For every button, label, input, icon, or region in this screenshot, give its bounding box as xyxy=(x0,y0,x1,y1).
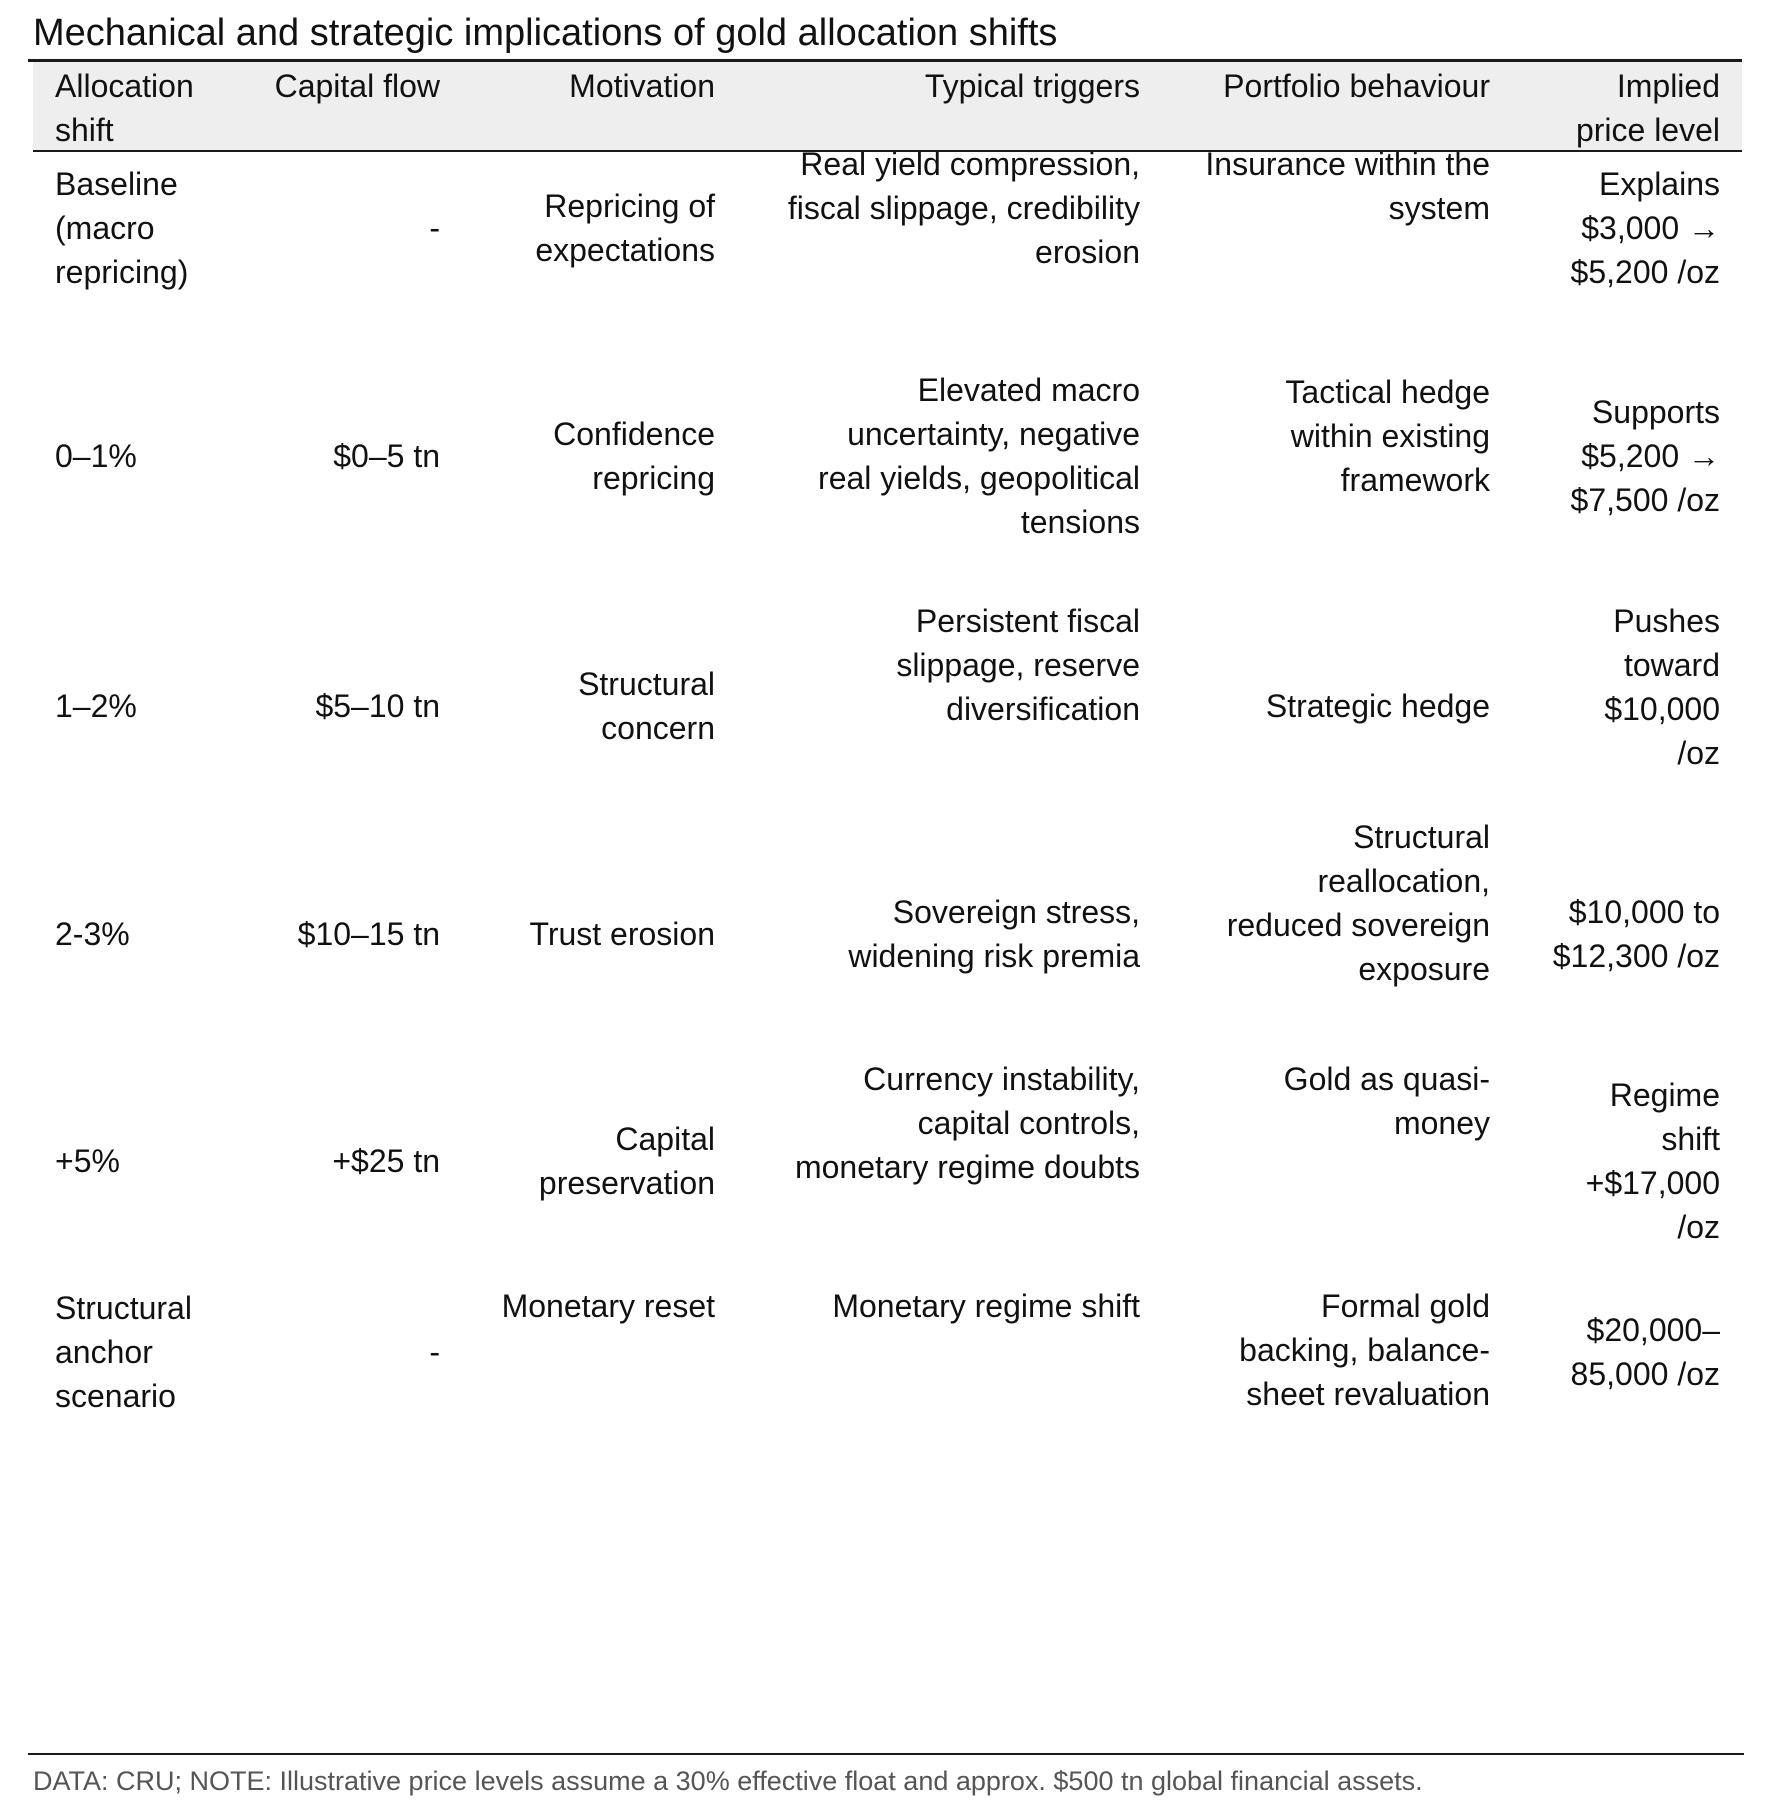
cell-typical-triggers: Monetary regime shift xyxy=(832,1288,1140,1324)
cell-portfolio-behaviour: Insurance within the system xyxy=(1205,146,1490,226)
header-motivation: Motivation xyxy=(569,68,715,104)
cell-portfolio-behaviour: Formal gold backing, balance- sheet revaluation xyxy=(1239,1288,1490,1412)
header-implied-price-level: Implied price level xyxy=(1575,68,1720,148)
header-typical-triggers: Typical triggers xyxy=(924,68,1140,104)
cell-implied-price-level: $10,000 to $12,300 /oz xyxy=(1552,894,1720,974)
cell-capital-flow: $0–5 tn xyxy=(333,438,440,474)
cell-motivation: Structural concern xyxy=(578,666,715,746)
header-allocation-shift: Allocation shift xyxy=(55,68,194,148)
cell-motivation: Repricing of expectations xyxy=(535,188,715,268)
cell-allocation-shift: 2-3% xyxy=(55,916,130,952)
cell-typical-triggers: Currency instability, capital controls, monetary regime doubts xyxy=(794,1061,1140,1185)
cell-motivation: Confidence repricing xyxy=(553,416,715,496)
cell-typical-triggers: Elevated macro uncertainty, negative real yields, geopolitical tensions xyxy=(818,372,1140,540)
header-portfolio-behaviour: Portfolio behaviour xyxy=(1223,68,1490,104)
cell-allocation-shift: 0–1% xyxy=(55,438,137,474)
cell-typical-triggers: Sovereign stress, widening risk premia xyxy=(848,894,1140,974)
cell-portfolio-behaviour: Strategic hedge xyxy=(1265,688,1490,724)
cell-implied-price-level: $20,000– 85,000 /oz xyxy=(1570,1312,1720,1392)
cell-portfolio-behaviour: Structural reallocation, reduced sovereign exposure xyxy=(1226,819,1490,987)
cell-capital-flow: +$25 tn xyxy=(332,1143,440,1179)
cell-typical-triggers: Persistent fiscal slippage, reserve diversification xyxy=(896,603,1140,727)
cell-motivation: Capital preservation xyxy=(538,1121,715,1201)
cell-implied-price-level: Explains $3,000 → $5,200 /oz xyxy=(1570,166,1720,290)
cell-capital-flow: - xyxy=(429,1334,440,1370)
cell-allocation-shift: Baseline (macro repricing) xyxy=(55,166,189,290)
cell-motivation: Monetary reset xyxy=(501,1288,715,1324)
cell-portfolio-behaviour: Gold as quasi- money xyxy=(1283,1061,1490,1141)
cell-motivation: Trust erosion xyxy=(529,916,715,952)
bottom-rule xyxy=(28,1753,1744,1755)
footnote: DATA: CRU; NOTE: Illustrative price levels assume a 30% effective float and approx. $500 tn global financial assets. xyxy=(33,1766,1423,1796)
cell-implied-price-level: Supports $5,200 → $7,500 /oz xyxy=(1570,394,1720,518)
cell-allocation-shift: 1–2% xyxy=(55,688,137,724)
header-capital-flow: Capital flow xyxy=(274,68,440,104)
cell-implied-price-level: Pushes toward $10,000 /oz xyxy=(1604,603,1720,771)
cell-typical-triggers: Real yield compression, fiscal slippage, credibility erosion xyxy=(787,146,1140,270)
cell-allocation-shift: Structural anchor scenario xyxy=(55,1290,192,1414)
cell-capital-flow: $10–15 tn xyxy=(297,916,440,952)
cell-capital-flow: - xyxy=(429,210,440,246)
table-title: Mechanical and strategic implications of gold allocation shifts xyxy=(33,12,1058,54)
cell-allocation-shift: +5% xyxy=(55,1143,120,1179)
cell-implied-price-level: Regime shift +$17,000 /oz xyxy=(1585,1077,1720,1245)
cell-capital-flow: $5–10 tn xyxy=(315,688,440,724)
cell-portfolio-behaviour: Tactical hedge within existing framework xyxy=(1285,374,1490,498)
